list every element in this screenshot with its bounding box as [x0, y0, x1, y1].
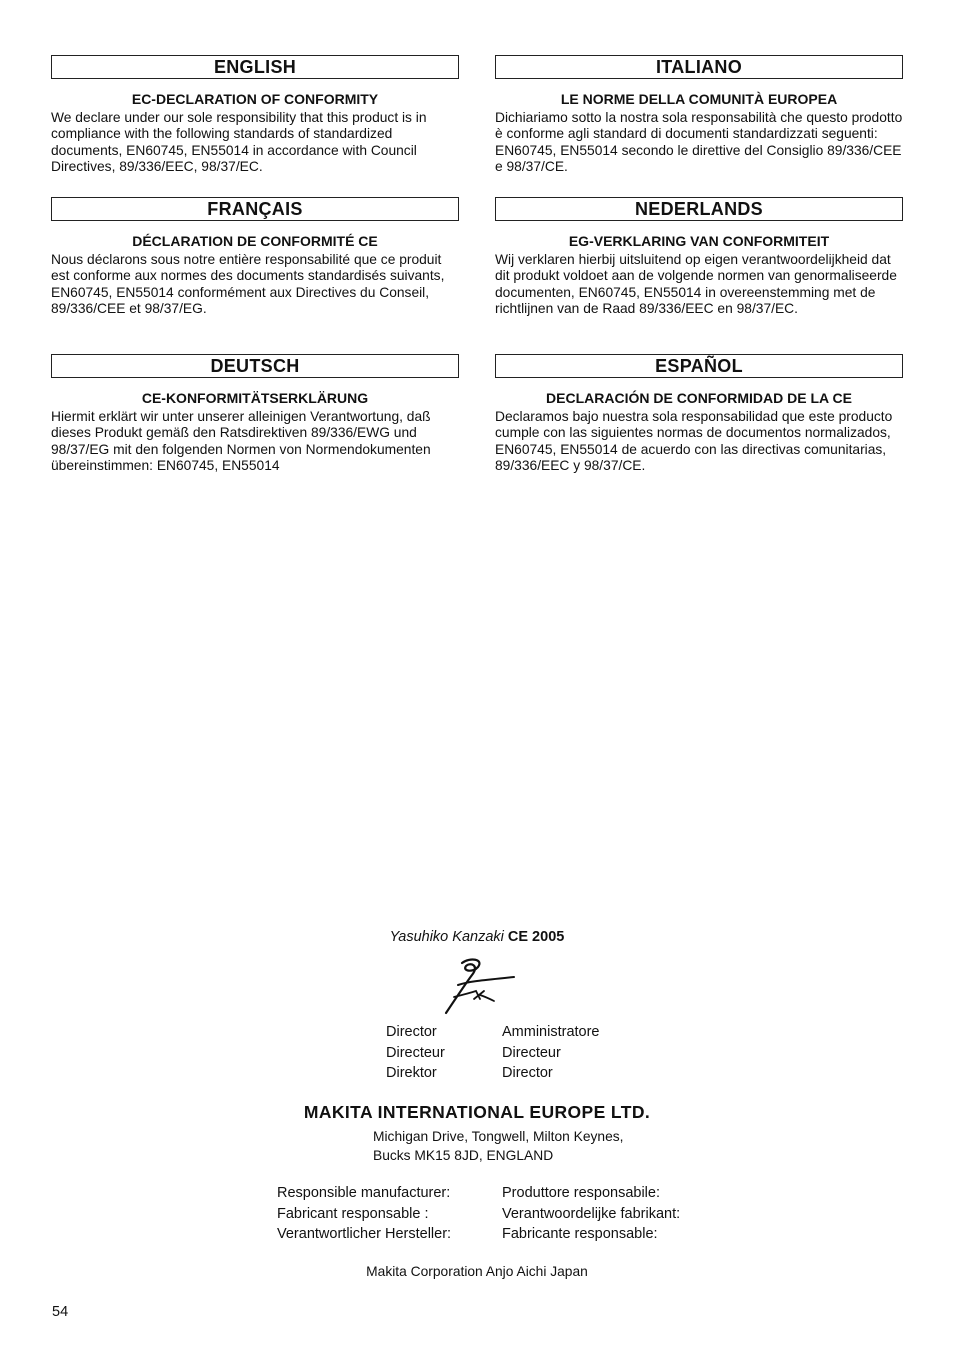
declaration-body-espanol: Declaramos bajo nuestra sola responsabilidad que este producto cumple con las siguientes normas de documentos normalizados, EN60745, EN55014 de acuerdo con las directivas comunitarias, 89/336/EEC y 98/37/CE.: [495, 409, 893, 474]
address-line: Bucks MK15 8JD, ENGLAND: [373, 1148, 554, 1163]
declaration-title-nederlands: EG-VERKLARING VAN CONFORMITEIT: [568, 233, 830, 249]
signatory-titles-left: [386, 1022, 445, 1084]
section-francais: [51, 197, 459, 318]
signatory-line: [0, 929, 954, 945]
declaration-title-italiano: LE NORME DELLA COMUNITÀ EUROPEA: [560, 91, 838, 107]
language-heading-deutsch: DEUTSCH: [51, 354, 459, 378]
declaration-title-espanol: DECLARACIÓN DE CONFORMIDAD DE LA CE: [546, 390, 852, 406]
title-item: Director: [386, 1024, 437, 1040]
language-heading-francais: FRANÇAIS: [51, 197, 459, 221]
address-line: Michigan Drive, Tongwell, Milton Keynes,: [373, 1129, 624, 1144]
declaration-body-english: We declare under our sole responsibility that this product is in compliance with the following standards of standardized documents, EN60745, EN55014 in accordance with Council Directives, 89/336/EEC, 98/37/EC.: [51, 110, 427, 175]
section-espanol: [495, 354, 903, 475]
title-item: Direktor: [386, 1065, 437, 1081]
manufacturer-name: Makita Corporation Anjo Aichi Japan: [366, 1264, 588, 1279]
declaration-title-deutsch: CE-KONFORMITÄTSERKLÄRUNG: [141, 390, 369, 406]
handwritten-signature: [440, 955, 520, 1017]
title-item: Directeur: [386, 1044, 445, 1061]
title-item: Amministratore: [502, 1024, 600, 1040]
manufacturer-label: Produttore responsabile:: [502, 1185, 660, 1201]
language-heading-nederlands: NEDERLANDS: [495, 197, 903, 221]
ce-mark-year: CE 2005: [507, 929, 565, 945]
section-nederlands: [495, 197, 903, 318]
company-name: MAKITA INTERNATIONAL EUROPE LTD.: [303, 1102, 651, 1122]
manufacturer-labels-right: [502, 1183, 680, 1245]
declaration-body-italiano: Dichiariamo sotto la nostra sola responsabilità che questo prodotto è conforme agli standard di documenti standardizzati seguenti: EN60745, EN55014 secondo le direttive del Consiglio 89/336/CEE e 98/37/CE.: [495, 110, 903, 175]
declaration-body-francais: Nous déclarons sous notre entière responsabilité que ce produit est conforme aux normes des documents standardisés suivants, EN60745, EN55014 conformément aux Directives du Conseil, 89/336/CEE et 98/37/EG.: [51, 252, 445, 317]
company-address: [373, 1127, 624, 1165]
manufacturer-labels-left: [277, 1183, 451, 1245]
language-heading-espanol: ESPAÑOL: [495, 354, 903, 378]
manufacturer-label: Fabricante responsable:: [502, 1226, 658, 1242]
manufacturer-label: Verantwoordelijke fabrikant:: [502, 1205, 681, 1222]
title-item: Directeur: [502, 1044, 561, 1061]
declaration-title-francais: DÉCLARATION DE CONFORMITÉ CE: [132, 233, 378, 249]
title-item: Director: [502, 1065, 553, 1081]
section-english: [51, 55, 459, 176]
page-number: 54: [52, 1304, 69, 1320]
manufacturer-label: Fabricant responsable :: [277, 1205, 429, 1222]
language-heading-italiano: ITALIANO: [495, 55, 903, 79]
section-deutsch: [51, 354, 459, 475]
manufacturer-label: Responsible manufacturer:: [277, 1185, 451, 1201]
signatory-name: Yasuhiko Kanzaki: [389, 929, 504, 945]
signatory-titles-right: [502, 1022, 600, 1084]
language-heading-english: ENGLISH: [51, 55, 459, 79]
section-italiano: [495, 55, 903, 176]
manufacturer-label: Verantwortlicher Hersteller:: [277, 1226, 452, 1242]
declaration-body-deutsch: Hiermit erklärt wir unter unserer alleinigen Verantwortung, daß dieses Produkt gemäß den Ratsdirektiven 89/336/EWG und 98/37/EG mit den folgenden Normen von Normendokumenten übereinstimmen: EN60745, EN55014: [51, 409, 431, 474]
declaration-title-english: EC-DECLARATION OF CONFORMITY: [131, 91, 379, 107]
declaration-body-nederlands: Wij verklaren hierbij uitsluitend op eigen verantwoordelijkheid dat dit produkt voldoet aan de volgende normen van genormaliseerde documenten, EN60745, EN55014 in overeenstemming met de richtlijnen van de Raad 89/336/EEC en 98/37/EC.: [495, 252, 897, 317]
